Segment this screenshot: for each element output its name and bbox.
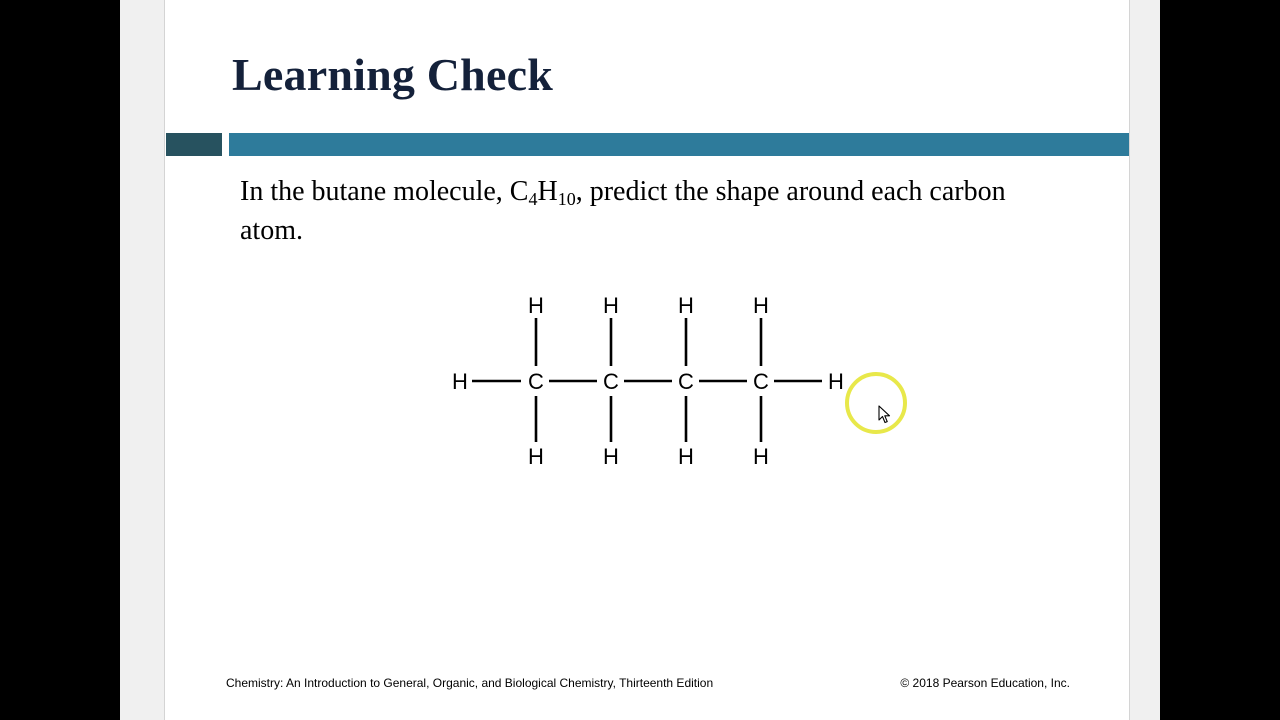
- hydrogen-symbol: H: [537, 176, 558, 207]
- question-prefix: In the butane molecule, C: [240, 176, 529, 207]
- hydrogen-atom-top-1: H: [528, 293, 544, 318]
- left-gutter: [120, 0, 165, 720]
- hydrogen-subscript: 10: [557, 189, 576, 209]
- question-text: [240, 172, 1060, 250]
- carbon-subscript: 4: [528, 189, 538, 209]
- hydrogen-atom-top-2: H: [603, 293, 619, 318]
- hydrogen-atom-top-3: H: [678, 293, 694, 318]
- question-suffix: , predict the shape around each carbon atom.: [240, 176, 1006, 246]
- carbon-atom-2: C: [603, 369, 619, 394]
- hydrogen-atom-right: H: [828, 369, 844, 394]
- carbon-atom-4: C: [753, 369, 769, 394]
- slide-title: Learning Check: [232, 49, 553, 100]
- arrow-pointer-icon: [878, 405, 892, 425]
- hydrogen-atom-bottom-3: H: [678, 444, 694, 469]
- hydrogen-atom-bottom-4: H: [753, 444, 769, 469]
- slide: [165, 0, 1129, 720]
- butane-structural-formula: [165, 0, 1129, 720]
- cursor-highlight-ring: [845, 372, 907, 434]
- footer-copyright: © 2018 Pearson Education, Inc.: [900, 676, 1070, 690]
- title-accent-bar: [229, 133, 1129, 156]
- carbon-atom-3: C: [678, 369, 694, 394]
- right-gutter: [1129, 0, 1160, 720]
- hydrogen-atom-bottom-2: H: [603, 444, 619, 469]
- carbon-atom-1: C: [528, 369, 544, 394]
- hydrogen-atom-top-4: H: [753, 293, 769, 318]
- hydrogen-atom-left: H: [452, 369, 468, 394]
- hydrogen-atom-bottom-1: H: [528, 444, 544, 469]
- footer-book-title: Chemistry: An Introduction to General, Organic, and Biological Chemistry, Thirteenth Edition: [226, 676, 714, 690]
- title-accent-block: [166, 133, 222, 156]
